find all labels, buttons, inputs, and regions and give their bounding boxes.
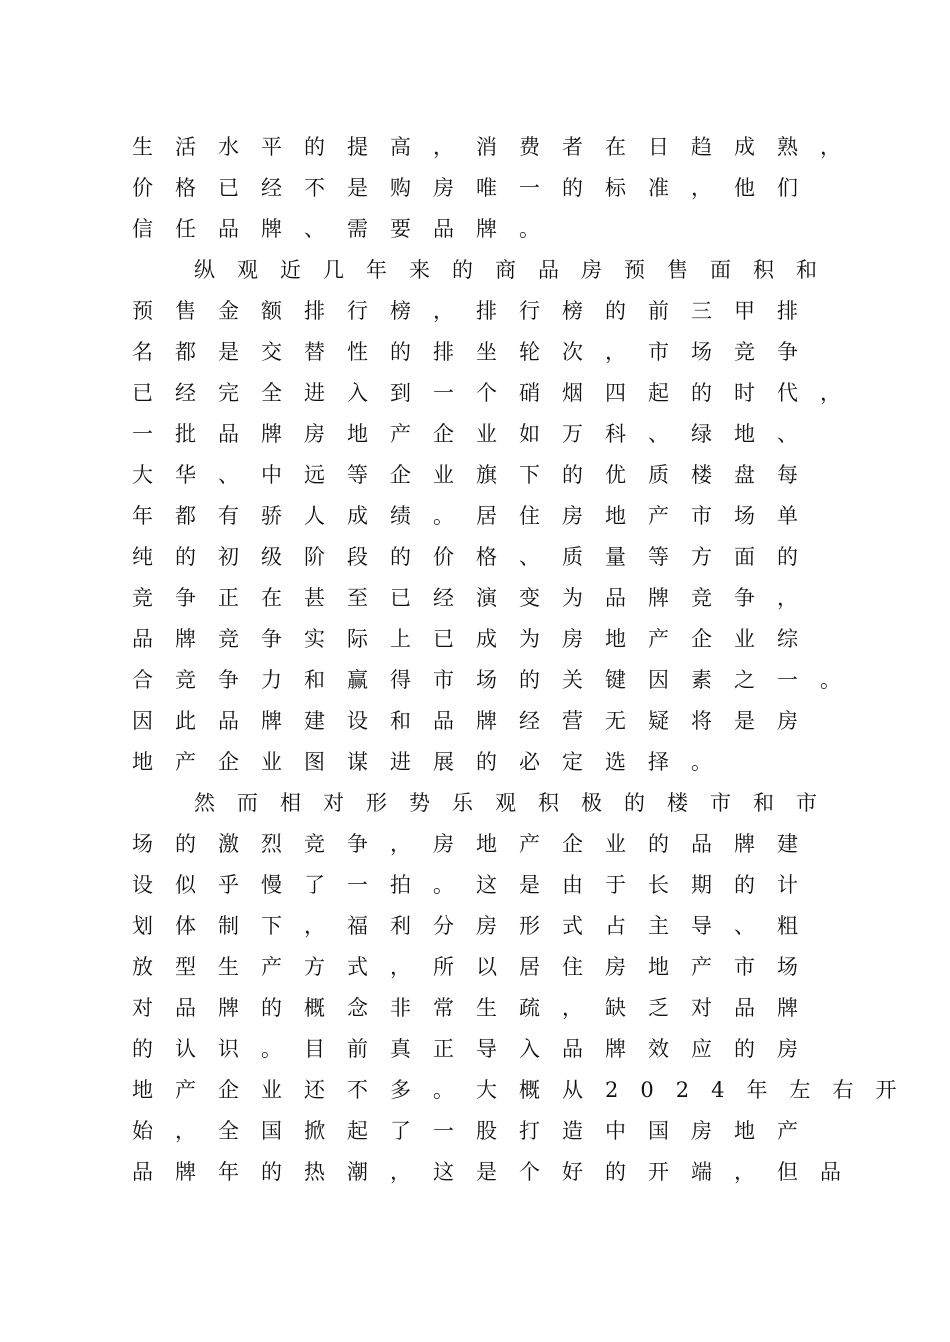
text-line: 名都是交替性的排坐轮次，市场竞争 — [132, 340, 820, 364]
text-line: 信任品牌、需要品牌。 — [132, 217, 562, 241]
text-line: 的认识。目前真正导入品牌效应的房 — [132, 1037, 820, 1061]
text-line: 纵观近几年来的商品房预售面积和 — [194, 258, 839, 282]
paragraph — [132, 783, 919, 1193]
text-line: 划体制下，福利分房形式占主导、粗 — [132, 914, 820, 938]
text-line: 年都有骄人成绩。居住房地产市场单 — [132, 504, 820, 528]
text-line: 品牌年的热潮，这是个好的开端，但品 — [132, 1160, 863, 1184]
text-line: 合竞争力和赢得市场的关键因素之一。 — [132, 668, 863, 692]
text-line: 设似乎慢了一拍。这是由于长期的计 — [132, 873, 820, 897]
text-line: 品牌竞争实际上已成为房地产企业综 — [132, 627, 820, 651]
paragraph — [132, 127, 863, 250]
text-line: 地产企业图谋进展的必定选择。 — [132, 750, 734, 774]
text-line: 对品牌的概念非常生疏，缺乏对品牌 — [132, 996, 820, 1020]
text-line: 价格已经不是购房唯一的标准，他们 — [132, 176, 820, 200]
text-line: 大华、中远等企业旗下的优质楼盘每 — [132, 463, 820, 487]
text-line: 因此品牌建设和品牌经营无疑将是房 — [132, 709, 820, 733]
text-line: 然而相对形势乐观积极的楼市和市 — [194, 791, 839, 815]
text-line: 预售金额排行榜，排行榜的前三甲排 — [132, 299, 820, 323]
paragraph — [132, 250, 863, 783]
text-line: 放型生产方式，所以居住房地产市场 — [132, 955, 820, 979]
text-line: 一批品牌房地产企业如万科、绿地、 — [132, 422, 820, 446]
text-line: 已经完全进入到一个硝烟四起的时代， — [132, 381, 863, 405]
text-line: 地产企业还不多。大概从2024年左右开 — [132, 1078, 919, 1102]
text-line: 场的激烈竞争，房地产企业的品牌建 — [132, 832, 820, 856]
text-line: 纯的初级阶段的价格、质量等方面的 — [132, 545, 820, 569]
text-line: 生活水平的提高，消费者在日趋成熟， — [132, 135, 863, 159]
body-text — [132, 127, 919, 1193]
text-line: 竞争正在甚至已经演变为品牌竞争， — [132, 586, 820, 610]
text-line: 始，全国掀起了一股打造中国房地产 — [132, 1119, 820, 1143]
